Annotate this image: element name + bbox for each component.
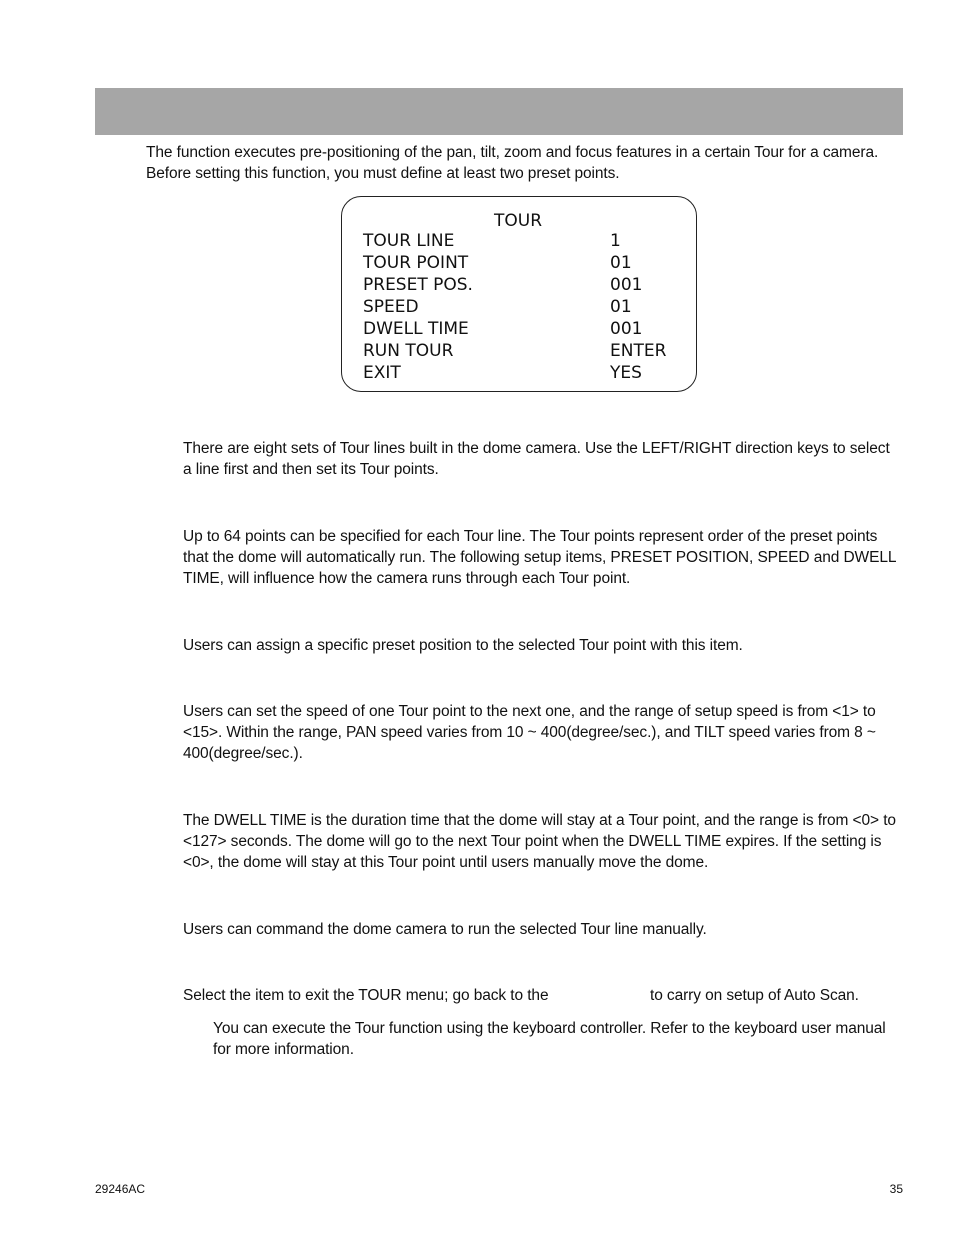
intro-line: The function executes pre-positioning of the pan, tilt, zoom and focus features in a certain Tour for a camera. (146, 144, 879, 161)
text-line: There are eight sets of Tour lines built in the dome camera. Use the LEFT/RIGHT direction keys to select (183, 440, 890, 457)
section-header-bar (95, 88, 903, 135)
menu-row-tour-line (363, 231, 683, 253)
exit-description-end: to carry on setup of Auto Scan. (650, 987, 859, 1004)
text-line: that the dome will automatically run. The following setup items, PRESET POSITION, SPEED and DWELL (183, 549, 897, 566)
menu-row-label: EXIT (363, 363, 401, 383)
text-line: TIME, will influence how the camera runs through each Tour point. (183, 570, 631, 587)
footer-page-number: 35 (889, 1182, 903, 1196)
menu-row-label: RUN TOUR (363, 341, 454, 361)
menu-row-exit (363, 363, 683, 385)
footer-doc-number: 29246AC (95, 1182, 146, 1196)
tour-point-description (183, 526, 896, 589)
menu-row-value: 001 (610, 319, 643, 339)
intro-line: Before setting this function, you must define at least two preset points. (146, 165, 620, 182)
run-tour-description (183, 919, 707, 940)
menu-row-tour-point (363, 253, 683, 275)
menu-row-label: TOUR POINT (363, 253, 469, 273)
text-line: <0>, the dome will stay at this Tour point until users manually move the dome. (183, 854, 709, 871)
speed-description (183, 701, 876, 764)
text-line: Users can assign a specific preset position to the selected Tour point with this item. (183, 637, 743, 654)
note-paragraph (213, 1018, 886, 1060)
tour-menu-screen (341, 196, 697, 392)
menu-row-preset-pos (363, 275, 683, 297)
menu-row-label: PRESET POS. (363, 275, 473, 295)
menu-row-value: 1 (610, 231, 621, 251)
text-line: a line first and then set its Tour points. (183, 461, 439, 478)
menu-title: TOUR (494, 211, 543, 231)
text-line: Users can set the speed of one Tour point to the next one, and the range of setup speed is from <1> to (183, 703, 876, 720)
menu-row-value: ENTER (610, 341, 667, 361)
menu-row-label: TOUR LINE (363, 231, 455, 251)
menu-row-speed (363, 297, 683, 319)
menu-row-label: SPEED (363, 297, 419, 317)
text-line: Users can command the dome camera to run the selected Tour line manually. (183, 921, 707, 938)
preset-pos-description (183, 635, 743, 656)
text-line: <127> seconds. The dome will go to the next Tour point when the DWELL TIME expires. If the setting is (183, 833, 882, 850)
tour-line-description (183, 438, 890, 480)
menu-row-dwell-time (363, 319, 683, 341)
intro-paragraph (146, 142, 878, 184)
text-line: The DWELL TIME is the duration time that the dome will stay at a Tour point, and the range is from <0> to (183, 812, 896, 829)
menu-row-value: YES (610, 363, 642, 383)
menu-row-value: 01 (610, 297, 632, 317)
menu-row-value: 01 (610, 253, 632, 273)
text-line: 400(degree/sec.). (183, 745, 303, 762)
text-line: Up to 64 points can be specified for each Tour line. The Tour points represent order of the preset points (183, 528, 878, 545)
exit-description-start: Select the item to exit the TOUR menu; go back to the (183, 987, 549, 1004)
menu-row-value: 001 (610, 275, 643, 295)
text-line: <15>. Within the range, PAN speed varies from 10 ~ 400(degree/sec.), and TILT speed varies from 8 ~ (183, 724, 876, 741)
text-line: You can execute the Tour function using the keyboard controller. Refer to the keyboard user manual (213, 1020, 886, 1037)
text-line: for more information. (213, 1041, 354, 1058)
dwell-time-description (183, 810, 896, 873)
menu-row-label: DWELL TIME (363, 319, 469, 339)
menu-row-run-tour (363, 341, 683, 363)
